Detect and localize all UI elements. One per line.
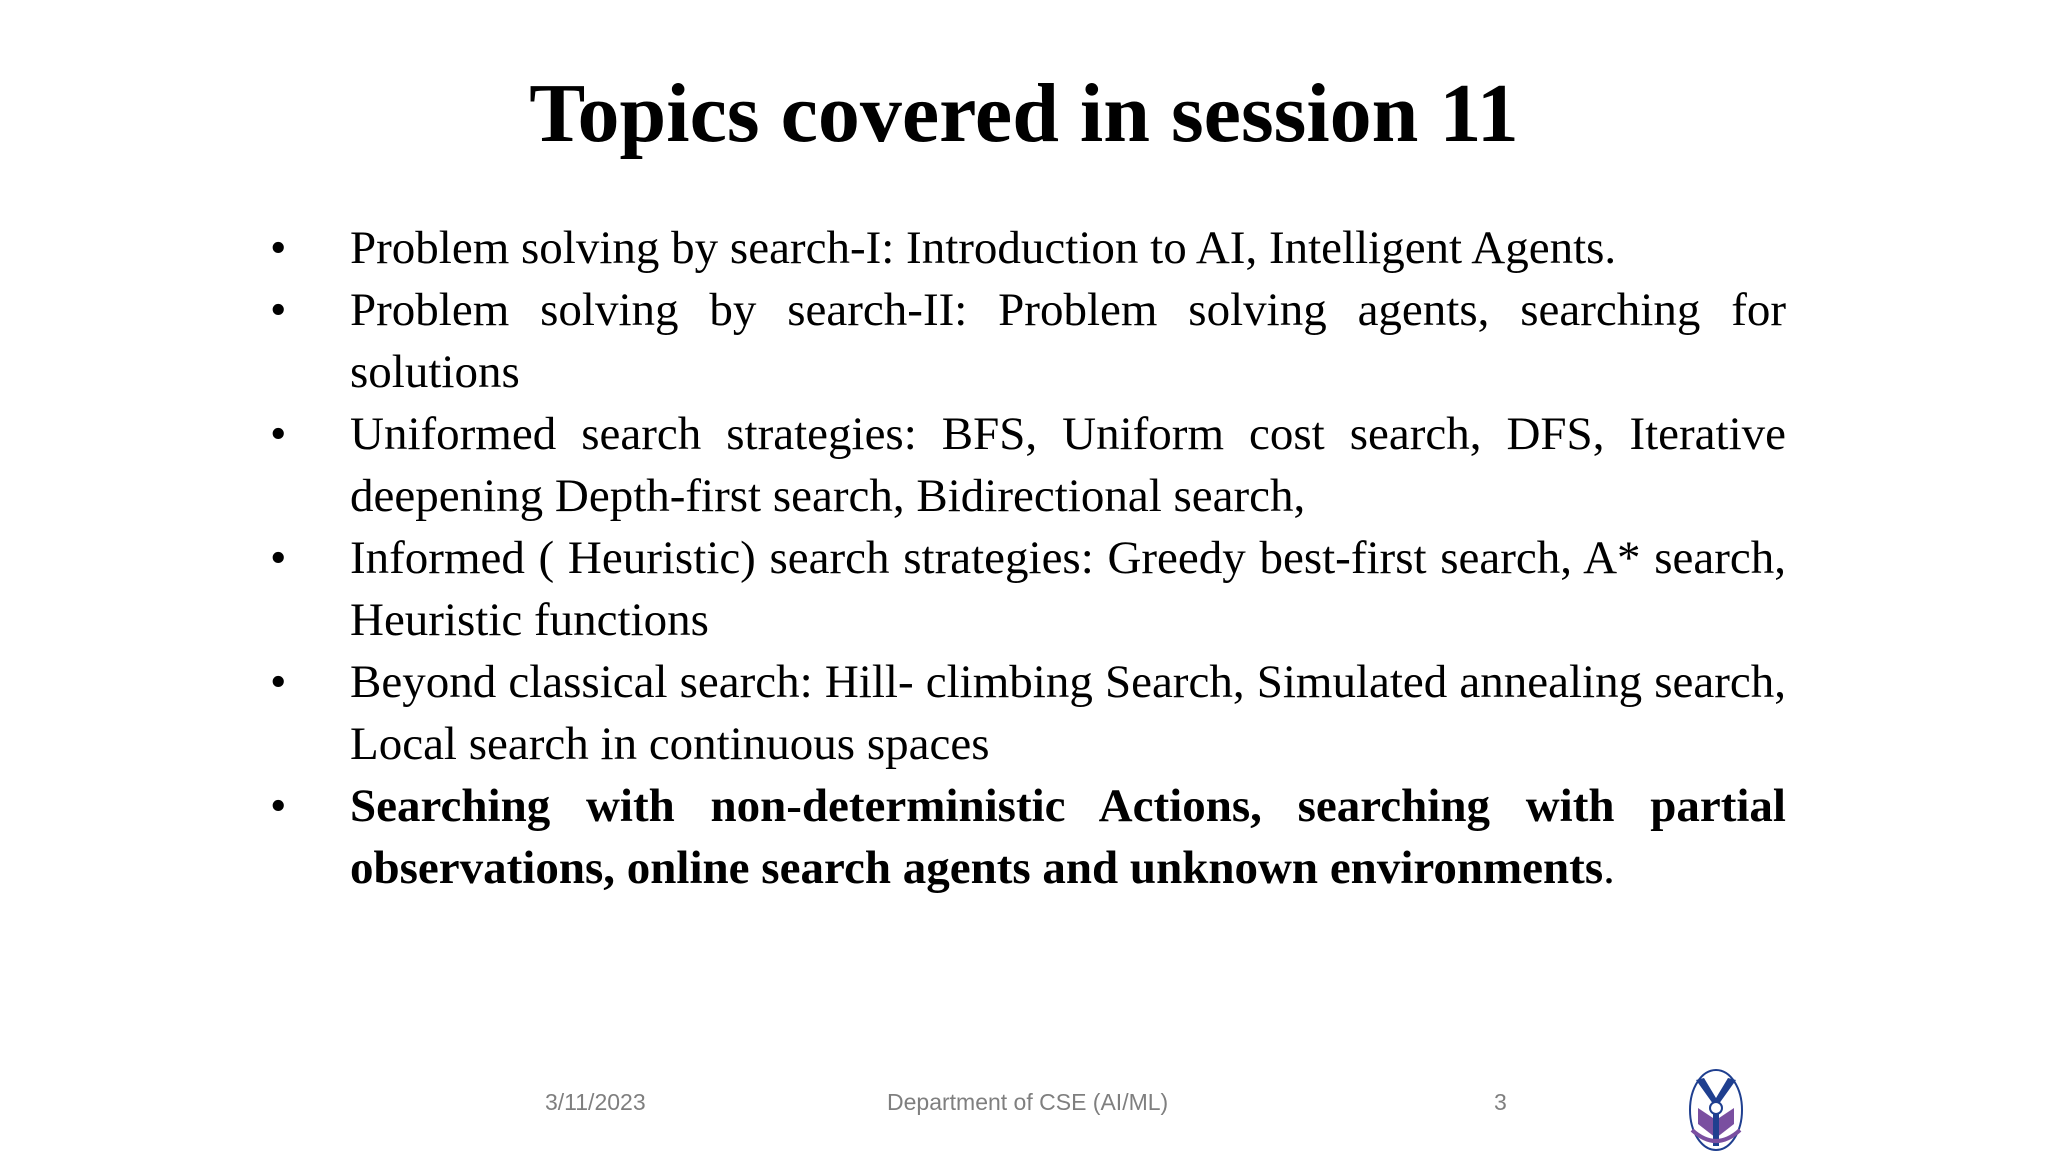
list-item-text: Beyond classical search: Hill- climbing Search, Simulated annealing search, Local search in continuous spaces — [350, 656, 1786, 770]
list-item-text-bold: Searching with non-deterministic Actions, searching with partial observations, online search agents and unknown environments — [350, 780, 1786, 894]
footer-page-number: 3 — [1494, 1089, 1507, 1115]
list-item — [262, 217, 1786, 279]
bullet-marker: • — [270, 532, 287, 584]
footer-department: Department of CSE (AI/ML) — [887, 1089, 1169, 1115]
slide-title: Topics covered in session 11 — [529, 67, 1519, 160]
bullet-marker: • — [270, 284, 287, 336]
list-item-text: Uniformed search strategies: BFS, Uniform cost search, DFS, Iterative deepening Depth-first search, Bidirectional search, — [350, 408, 1786, 522]
list-item-text: Informed ( Heuristic) search strategies: Greedy best-first search, A* search, Heuristic functions — [350, 532, 1786, 646]
bullet-marker: • — [270, 222, 287, 274]
footer-date: 3/11/2023 — [545, 1089, 646, 1115]
bullet-list — [262, 217, 1786, 899]
list-item-text-tail: . — [1603, 842, 1615, 894]
list-item — [262, 651, 1786, 775]
list-item — [262, 279, 1786, 403]
list-item — [262, 403, 1786, 527]
institution-logo-icon — [1684, 1068, 1748, 1152]
bullet-marker: • — [270, 780, 287, 832]
bullet-marker: • — [270, 408, 287, 460]
list-item-text: Problem solving by search-II: Problem solving agents, searching for solutions — [350, 284, 1786, 398]
bullet-marker: • — [270, 656, 287, 708]
list-item — [262, 775, 1786, 899]
list-item — [262, 527, 1786, 651]
list-item-text: Problem solving by search-I: Introduction to AI, Intelligent Agents. — [350, 222, 1617, 274]
